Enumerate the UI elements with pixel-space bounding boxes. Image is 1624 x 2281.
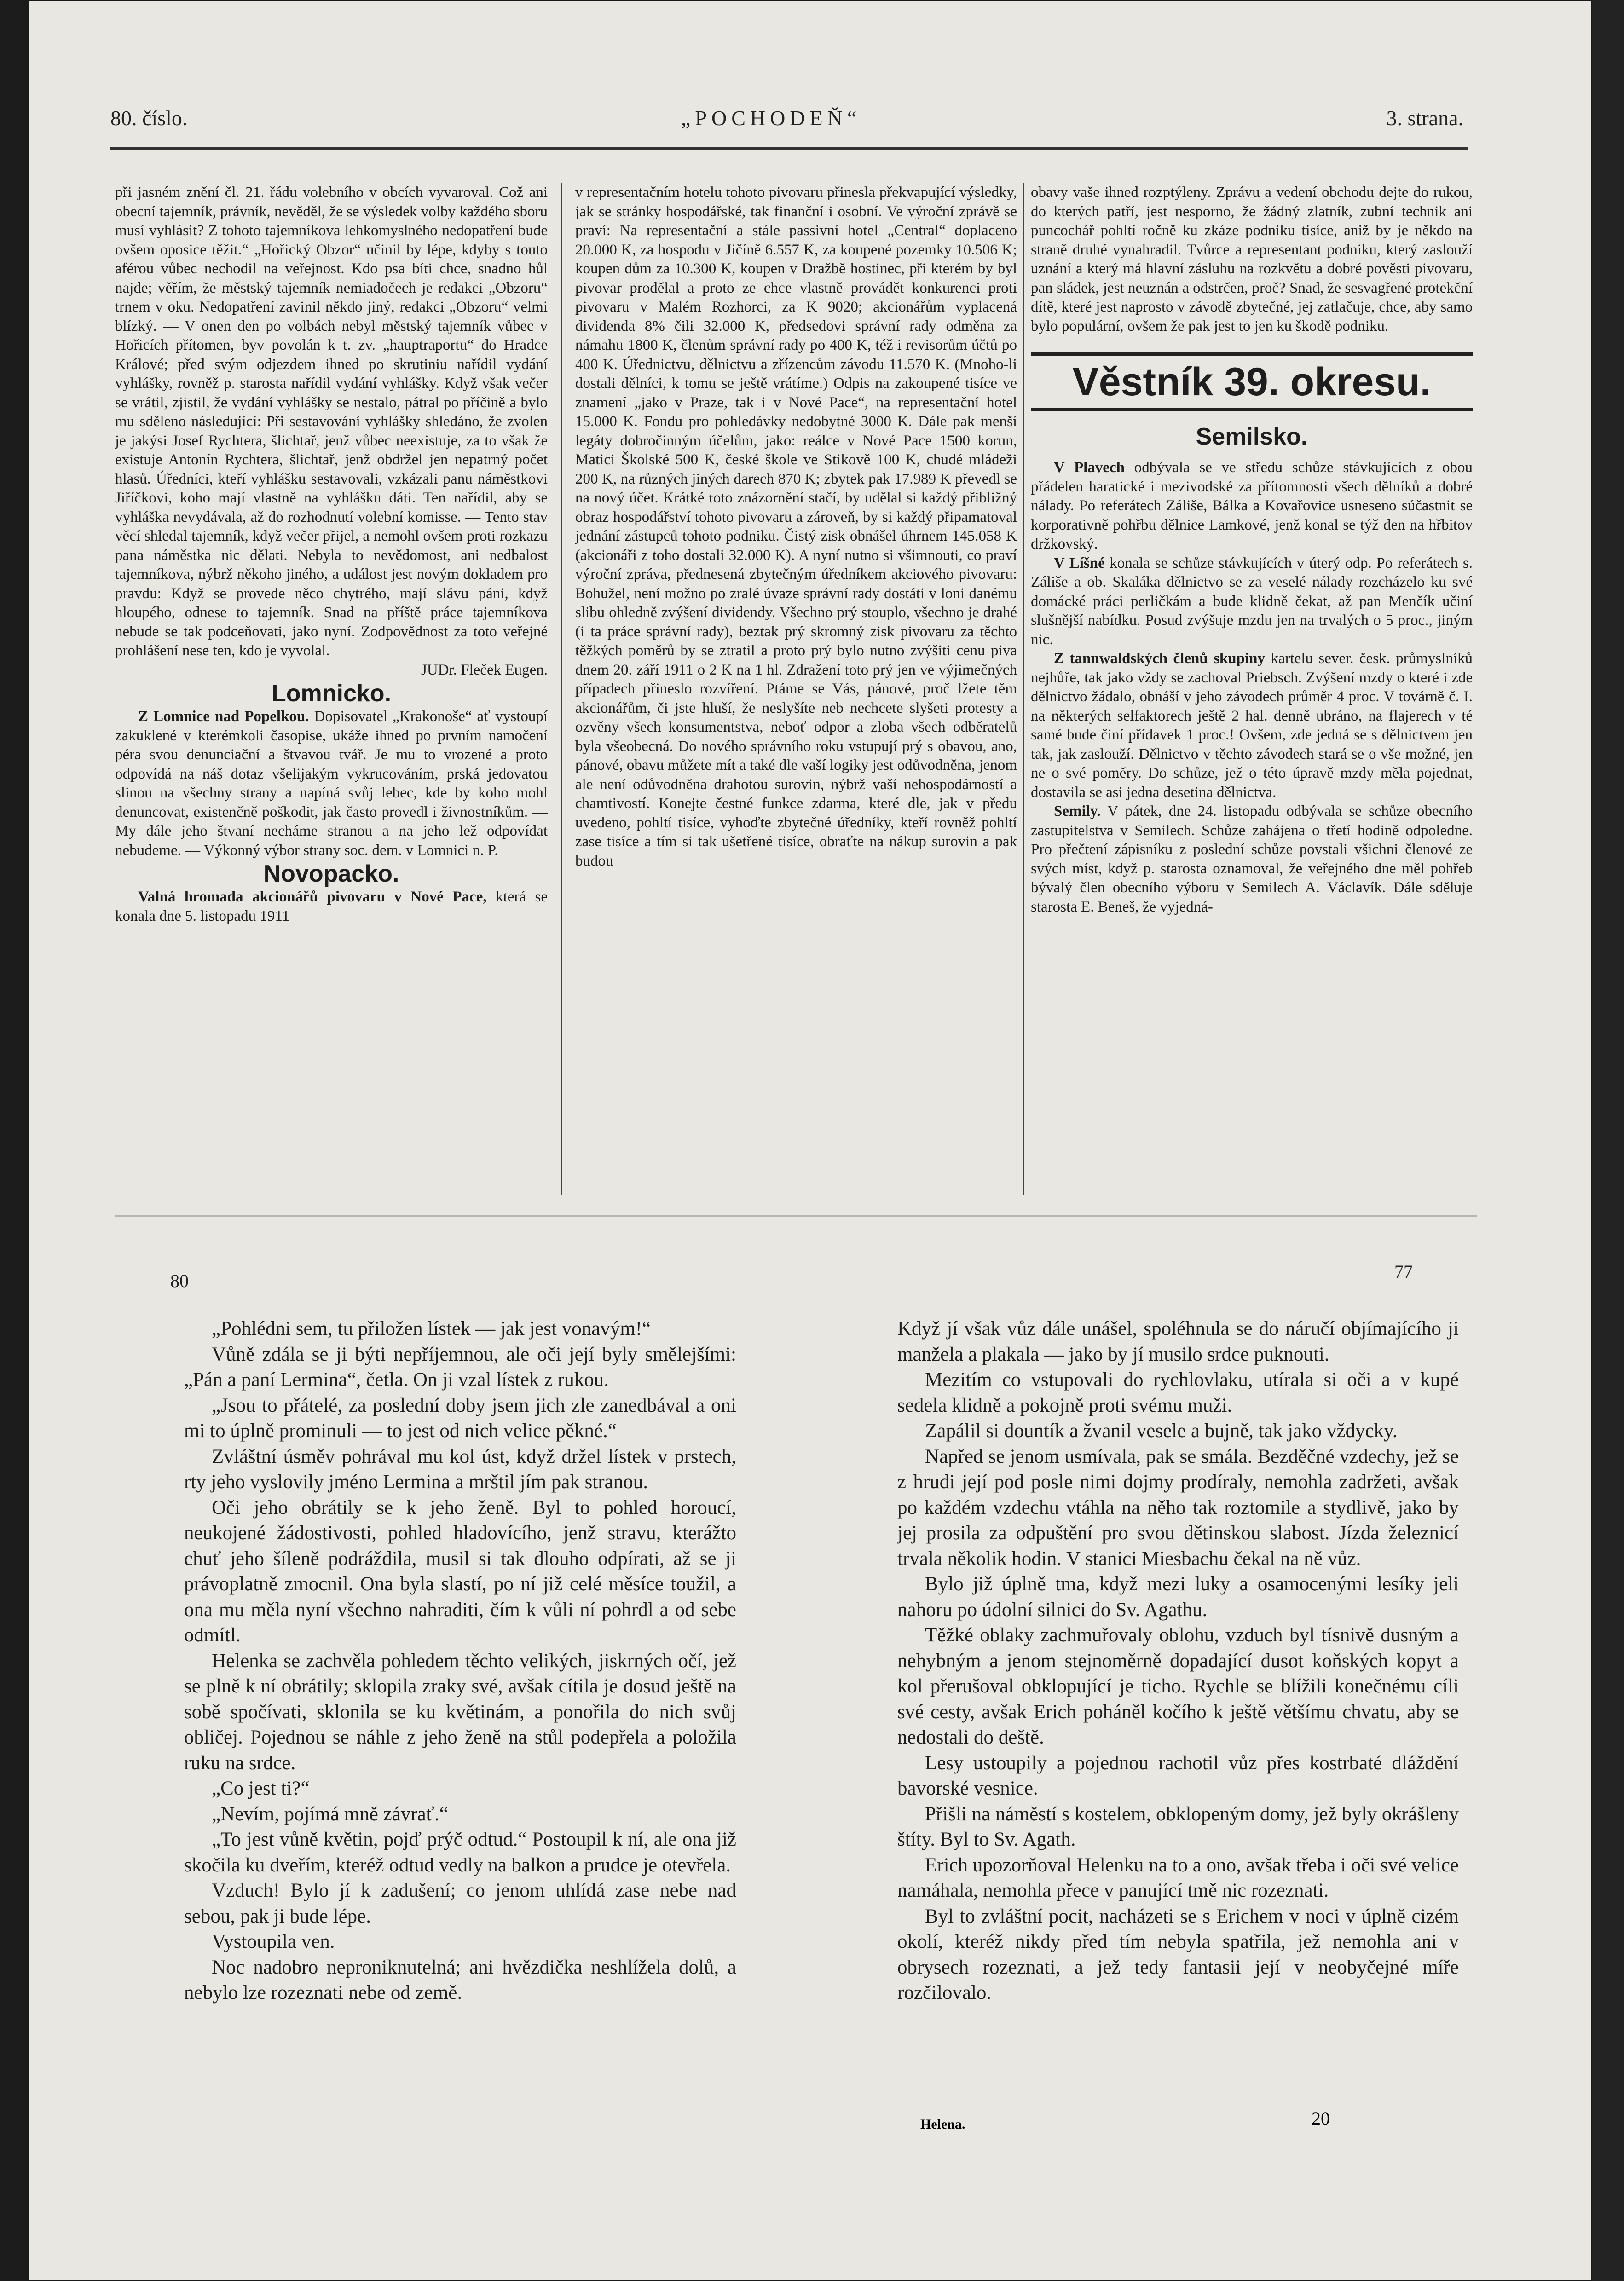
- article-text: [1031, 649, 1473, 802]
- article-text: při jasném znění čl. 21. řádu volebního v obcích vyvaroval. Což ani obecní tajemník, právník, nevěděl, že se výsledek volby každého sboru musí vyhlásit? Z tohoto tajemníkova lehkomyslného nedopatření bude ovšem oposice těžit.“ „Hořický Obzor“ učinil by lépe, kdyby s touto aférou vůbec nechodil na veřejnost. Kdo psa bíti chce, snadno hůl najde; věřím, že městský tajemník nemiadočech je redakci „Obzoru“ trnem v oku. Nedopatření zavinil někdo jiný, redakci „Obzoru“ velmi blízký. — V onen den po volbách nebyl městský tajemník vůbec v Hořicích přítomen, byv povolán k t. zv. „hauptraportu“ do Hradce Králové; před svým odjezdem ihned po skrutiniu nařídil vydání vyhlášky, rovněž p. starosta nařídil vydání vyhlášky. Když však večer se vrátil, zjistil, že vydání vyhlášky se nestalo, pátral po příčině a bylo mu sděleno následující: Při sestavování vyhlášky shledáno, že zvolen je jakýsi Josef Rychtera, šlichtař, jenž vůbec neexistuje, za to však že existuje Antonín Rychtera, šlichtař, jenž obdržel jen nepatrný počet hlasů. Úředníci, kteří vyhlášku sestavovali, vzkázali panu náměstkovi Jiříčkovi, koho mají vlastně na vyhlášku dáti. Ten nařídil, aby se vyhláška nevydávala, až do rozhodnutí volební komisse. — Tento stav věcí shledal tajemník, když večer přijel, a nemohl ovšem proti rozkazu pana náměstka nic dělati. Nebyla to nevědomost, ani nedbalost tajemníkova, nýbrž někoho jiného, a událost jest novým dokladem pro pravdu: Když se provede něco chytrého, mají slávu páni, když hloupého, odnese to tajemník. Snad na příště práce tajemníkova nebude se tak podceňovati, jako nyní. Zodpovědnost za toto veřejné prohlášení nese ten, kdo je vyvolal.: [115, 184, 548, 659]
- article-text: [1031, 554, 1473, 650]
- place-name: Valná hromada akcionářů pivovaru v Nové Pace,: [138, 889, 487, 905]
- novel-paragraph: „Co jest ti?“: [212, 1778, 310, 1799]
- column-2: [575, 183, 1017, 1186]
- article-text: [115, 888, 548, 926]
- novel-paragraph: Lesy ustoupily a pojednou rachotil vůz přes kostrbaté dláždění bavorské vesnice.: [897, 1752, 1459, 1799]
- novel-paragraph: Napřed se jenom usmívala, pak se smála. Bezděčné vzdechy, jež se z hrudi její pod posle nimi dojmy prodíraly, nemohla zadržeti, avšak po každém vzdechu vtáhla na něho tak roztomile a stydlivě, jako by jej prosila za odpuštění pro svou dětinskou slabost. Jízda železnicí trvala několik hodin. V stanici Miesbachu čekal na ně vůz.: [897, 1445, 1459, 1570]
- novel-paragraph: Těžké oblaky zachmuřovaly oblohu, vzduch byl tísnivě dusným a nehybným a jenom stejnoměrně dopadající dusot koňských kopyt a kol přerušoval obklopující je ticho. Rychle se blížili konečnému cíli své cesty, avšak Erich poháněl kočího k ještě většímu chvatu, aby se nedostali do deště.: [897, 1624, 1459, 1748]
- column-1: [115, 183, 548, 1186]
- page-number: 3. strana.: [1386, 106, 1463, 130]
- place-name: V Líšné: [1054, 554, 1105, 572]
- section-heading: Lomnicko.: [271, 680, 392, 707]
- novel-paragraph: Erich upozorňoval Helenku na to a ono, avšak třeba i oči své velice namáhala, nemohla přece v panující tmě nic rozeznati.: [897, 1854, 1459, 1901]
- page-header: [110, 97, 1463, 138]
- novel-footer-number: 20: [1312, 2108, 1330, 2129]
- column-3: [1031, 183, 1473, 1186]
- novel-paragraph: Bylo již úplně tma, když mezi luky a osamocenými lesíky jeli nahoru po údolní silnici do Sv. Agathu.: [897, 1573, 1459, 1621]
- novel-paragraph: „Pohlédni sem, tu přiložen lístek — jak jest vonavým!“: [212, 1318, 651, 1340]
- header-rule: [110, 147, 1468, 150]
- novel-paragraph: Vystoupila ven.: [212, 1931, 335, 1952]
- left-dark-margin: [0, 0, 28, 2281]
- novel-paragraph: Noc nadobro neproniknutelná; ani hvězdička neshlížela dolů, a nebylo lze rozeznati nebe od země.: [184, 1956, 736, 2004]
- novel-paragraph: Zvláštní úsměv pohrával mu kol úst, když držel lístek v prstech, rty jeho vyslovily jméno Lermina a mrštil jím pak stranou.: [184, 1445, 736, 1493]
- book-page-number-right: 77: [1394, 1261, 1413, 1282]
- place-name: Z Lomnice nad Popelkou.: [138, 708, 309, 725]
- article-text: [115, 707, 548, 860]
- article-body: konala se schůze stávkujících v úterý odp. Po referátech s. Záliše a ob. Skaláka dělnictvo se za veselé nálady rozcházelo ku své domácké práci perličkám a bude klidně čekat, až pan Menčík učiní slušnější nabídku. Posud zvýšuje mzdu jen na trvalých o 5 proc., jiným nic.: [1031, 554, 1473, 648]
- novel-paragraph: „Jsou to přátelé, za poslední doby jsem jich zle zanedbával a oni mi to úplně prominuli — to jest od nich velice pěkné.“: [184, 1394, 736, 1442]
- novel-paragraph: „Nevím, pojímá mně závrať.“: [212, 1803, 448, 1825]
- section-heading: Novopacko.: [263, 860, 399, 887]
- fold-divider: [115, 1215, 1477, 1217]
- novel-paragraph: Byl to zvláštní pocit, nacházeti se s Erichem v noci v úplně cizém okolí, kteréž nikdy před tím nebyla spatřila, jež nemohla ani v obrysech rozeznati, a jež tedy fantasii její v neobyčejné míře rozčilovalo.: [897, 1905, 1459, 2004]
- article-text: [1031, 802, 1473, 917]
- column-rule: [561, 183, 562, 1195]
- place-name: V Plavech: [1054, 459, 1125, 476]
- article-body: odbývala se ve středu schůze stávkujících z obou přádelen haratické i mezivodské za přítomnosti všech dělníků a dobré nálady. Po referátech Záliše, Bálka a Kovařovice usneseno súčastnit se korporativně pohřbu dělnice Lamkové, jenž konal se týž den na hřbitov držkovský.: [1031, 459, 1473, 552]
- article-text: [1031, 458, 1473, 554]
- district-bulletin-title: Věstník 39. okresu.: [1031, 352, 1473, 411]
- article-body: V pátek, dne 24. listopadu odbývala se schůze obecního zastupitelstva v Semilech. Schůze zahájena o třetí hodině odpoledne. Pro přečtení zápisníku z poslední schůze povstali všichni členové ze svých míst, když p. starosta oznamoval, že veřejného dne měl pohřeb bývalý člen obecního výboru v Semilech A. Václavík. Dále sděluje starosta E. Beneš, že vyjedná-: [1031, 803, 1473, 915]
- subsection-heading: Semilsko.: [1196, 423, 1308, 450]
- article-body: Dopisovatel „Krakonoše“ ať vystoupí zakuklené v kterémkoli časopise, ukáže ihned po prvním namočení péra svou denunciační a štvavou tvář. Je mu to vrozené a proto odpovídá na náš dotaz všelijakým vykrucováním, prská jedovatou slinou na všechny strany a napíná svůj lebec, kde by koho mohl denuncovat, existenčně poškodit, jak často provedl i živnostníkům. — My dále jeho štvaní necháme stranou a na jeho lež odpovídat nebudeme. — Výkonný výbor strany soc. dem. v Lomnici n. P.: [115, 708, 548, 859]
- signature: JUDr. Fleček Eugen.: [421, 661, 548, 678]
- article-text: v representačním hotelu tohoto pivovaru přinesla překvapující výsledky, jak se stránky hospodářské, tak finanční i osobní. Ve výroční zprávě se praví: Na representační a stále passivní hotel „Central“ doplaceno 20.000 K, za hospodu v Jičíně 6.557 K, za koupené pozemky 10.506 K; koupen dům za 10.300 K, koupen v Dražbě hostinec, při kterém by byl pivovar prodělal a proto ze chce vlastně provádět konkurenci proti pivovaru v Malém Rozhorci, za K 9020; akcionářům vyplacená dividenda 8% čili 32.000 K, předsedovi správní rady odměna za námahu 1800 K, členům správní rady po 400 K, též i revisorům účtů po 400 K. Úřednictvu, dělnictvu a zřízencům závodu 11.570 K. (Mnoho-li dostali dělníci, k tomu se ještě vrátíme.) Odpis na zakoupené tisíce ve znamení „jako v Praze, tak i v Nové Pace“, na representační hotel 15.000 K. Fondu pro pohledávky nedobytné 3000 K. Dále pak menší legáty dobročinným účelům, jako: reálce v Nové Pace 1500 korun, Matici Školské 500 K, české škole ve Stikově 100 K, chudé mládeži 200 K, na různých jiných darech 870 K; zbytek pak 17.989 K převedl se na nový účet. Krátké toto znázornění stačí, by udělal si každý přibližný obraz hospodářství tohoto pivovaru a zároveň, by si každý připamatoval jednání zástupců tohoto podniku. Čistý zisk obnášel úhrnem 145.058 K (akcionáři z toho dostali 32.000 K). A nyní nutno si všimnouti, co praví výroční zpráva, přednesená zbytečným úředníkem akciového pivovaru: Bohužel, není možno po zralé úvaze správní rady dostáti v loni danému slibu ohledně zvýšení dividendy. Všechno prý stouplo, všechno je drahé (i ta práce správní rady), beztak prý skromný zisk pivovaru za těchto těžkých poměrů by se ztratil a proto prý bylo nutno zvýšiti cenu piva dnem 20. září 1911 o 2 K na 1 hl. Zdražení toto prý jen ve výjimečných případech přineslo rozvíření. Ptáme se Vás, pánové, proč lžete těm akcionářům, či jste hluší, že neslyšíte neb nechcete slyšeti protesty a ozvěny všech konsumentstva, neboť odpor a zloba všech odběratelů byla všeobecná. Do nového správního roku vstupují prý s obavou, ano, pánové, obavu můžete mít a také dle vaší logiky jest odůvodněna, jenom ale není odůvodněna drahotou surovin, nýbrž vaší nehospodárností a chamtivostí. Konejte čestné funkce zdarma, které dle, jak v předu uvedeno, pohltí tisíce, vyhoďte zbytečné úředníky, kteří rovněž pohltí zase tisíce a tím si tak ušetřené tisíce, obraťte na nákup surovin a pak budou: [575, 184, 1017, 869]
- place-name: Semily.: [1054, 803, 1101, 820]
- column-rule: [1023, 183, 1024, 1195]
- novel-paragraph: Když jí však vůz dále unášel, spoléhnula se do náručí objímajícího ji manžela a plakala — jako by jí musilo srdce puknouti.: [897, 1318, 1459, 1365]
- novel-footer-title: Helena.: [920, 2117, 965, 2132]
- novel-paragraph: Helenka se zachvěla pohledem těchto velikých, jiskrných očí, jež se plně k ní obrátily; sklopila zraky své, avšak cítila je dosud ještě na sobě spočívati, sklonila se ku květinám, a ponořila do nich svůj obličej. Pojednou se náhle z jeho ženě na stůl podepřela a položila ruku na srdce.: [184, 1650, 736, 1774]
- place-name: Z tannwaldských členů skupiny: [1054, 650, 1266, 667]
- novel-paragraph: Přišli na náměstí s kostelem, obklopeným domy, jež byly okrášleny štíty. Byl to Sv. Agath.: [897, 1803, 1459, 1850]
- article-text: obavy vaše ihned rozptýleny. Zprávu a vedení obchodu dejte do rukou, do kterých patří, jest nesporno, že žádný zlatník, zubní technik ani puncochář pohltí ročně ku zkáze podniku tisíce, aniž by je někdo na straně druhé vynahradil. Tvůrce a representant podniku, který zaslouží uznání a který má hlavní zásluhu na rozkvětu a dobré pověsti pivovaru, pan sládek, jest neuznán a odstrčen, proč? Snad, že sesvagřené protekční dítě, které jest naprosto v závodě zbytečné, jej zatlačuje, chce, aby samo bylo populární, ovšem že pak jest to jen ku škodě podniku.: [1031, 184, 1473, 335]
- newspaper-title: „POCHODEŇ“: [681, 106, 861, 130]
- issue-number: 80. číslo.: [110, 106, 188, 130]
- novel-paragraph: Mezitím co vstupovali do rychlovlaku, utírala si oči a v kupé sedela klidně a pokojně proti svému muži.: [897, 1369, 1459, 1416]
- novel-paragraph: Oči jeho obrátily se k jeho ženě. Byl to pohled horoucí, neukojené žádostivosti, pohled hladovícího, jenž stravu, kterážto chuť jeho šíleně podráždila, musil si tak dlouho odpírati, až se ji právoplatně zmocnil. Ona byla slastí, po ní již celé měsíce toužil, a ona mu měla nyní všechno nahraditi, čím k vůli ní pohrdl a od sebe odmítl.: [184, 1496, 736, 1646]
- article-body: kartelu sever. česk. průmyslníků nejhůře, tak jako vždy se zachoval Priebsch. Zvýšení mzdy o které i zde dělnictvo žádalo, obnáší v jeho závodech průměr 4 proc. V továrně č. I. na některých selfaktorech ještě 2 hal. denně ubráno, na flajerech v té samé bude činí přídavek 1 proc.! Ovšem, zde jedná se s dělnictvem jen tak, jak zaslouží. Dělnictvo v těchto závodech stará se o vše možné, jen ne o své poměry. Do schůze, jež o této úpravě mzdy měla pojednat, dostavila se asi jedna desetina dělnictva.: [1031, 650, 1473, 801]
- novel-paragraph: Zapálil si dountík a žvanil vesele a bujně, tak jako vždycky.: [925, 1420, 1398, 1442]
- novel-paragraph: „To jest vůně květin, pojď prýč odtud.“ Postoupil k ní, ale ona již skočila ku dveřím, kteréž odtud vedly na balkon a prudce je otevřela.: [184, 1829, 736, 1876]
- book-page-number-left: 80: [170, 1270, 189, 1291]
- novel-column-right: [897, 1316, 1459, 2144]
- novel-paragraph: Vzduch! Bylo jí k zadušení; co jenom uhlídá zase nebe nad sebou, pak ji bude lépe.: [184, 1880, 736, 1927]
- article-body: která se konala dne 5. listopadu 1911: [115, 889, 548, 924]
- novel-paragraph: Vůně zdála se ji býti nepříjemnou, ale oči její byly smělejšími: „Pán a paní Lermina“, četla. On ji vzal lístek z rukou.: [184, 1343, 736, 1391]
- right-dark-margin: [1592, 0, 1624, 2281]
- novel-column-left: [184, 1316, 736, 2144]
